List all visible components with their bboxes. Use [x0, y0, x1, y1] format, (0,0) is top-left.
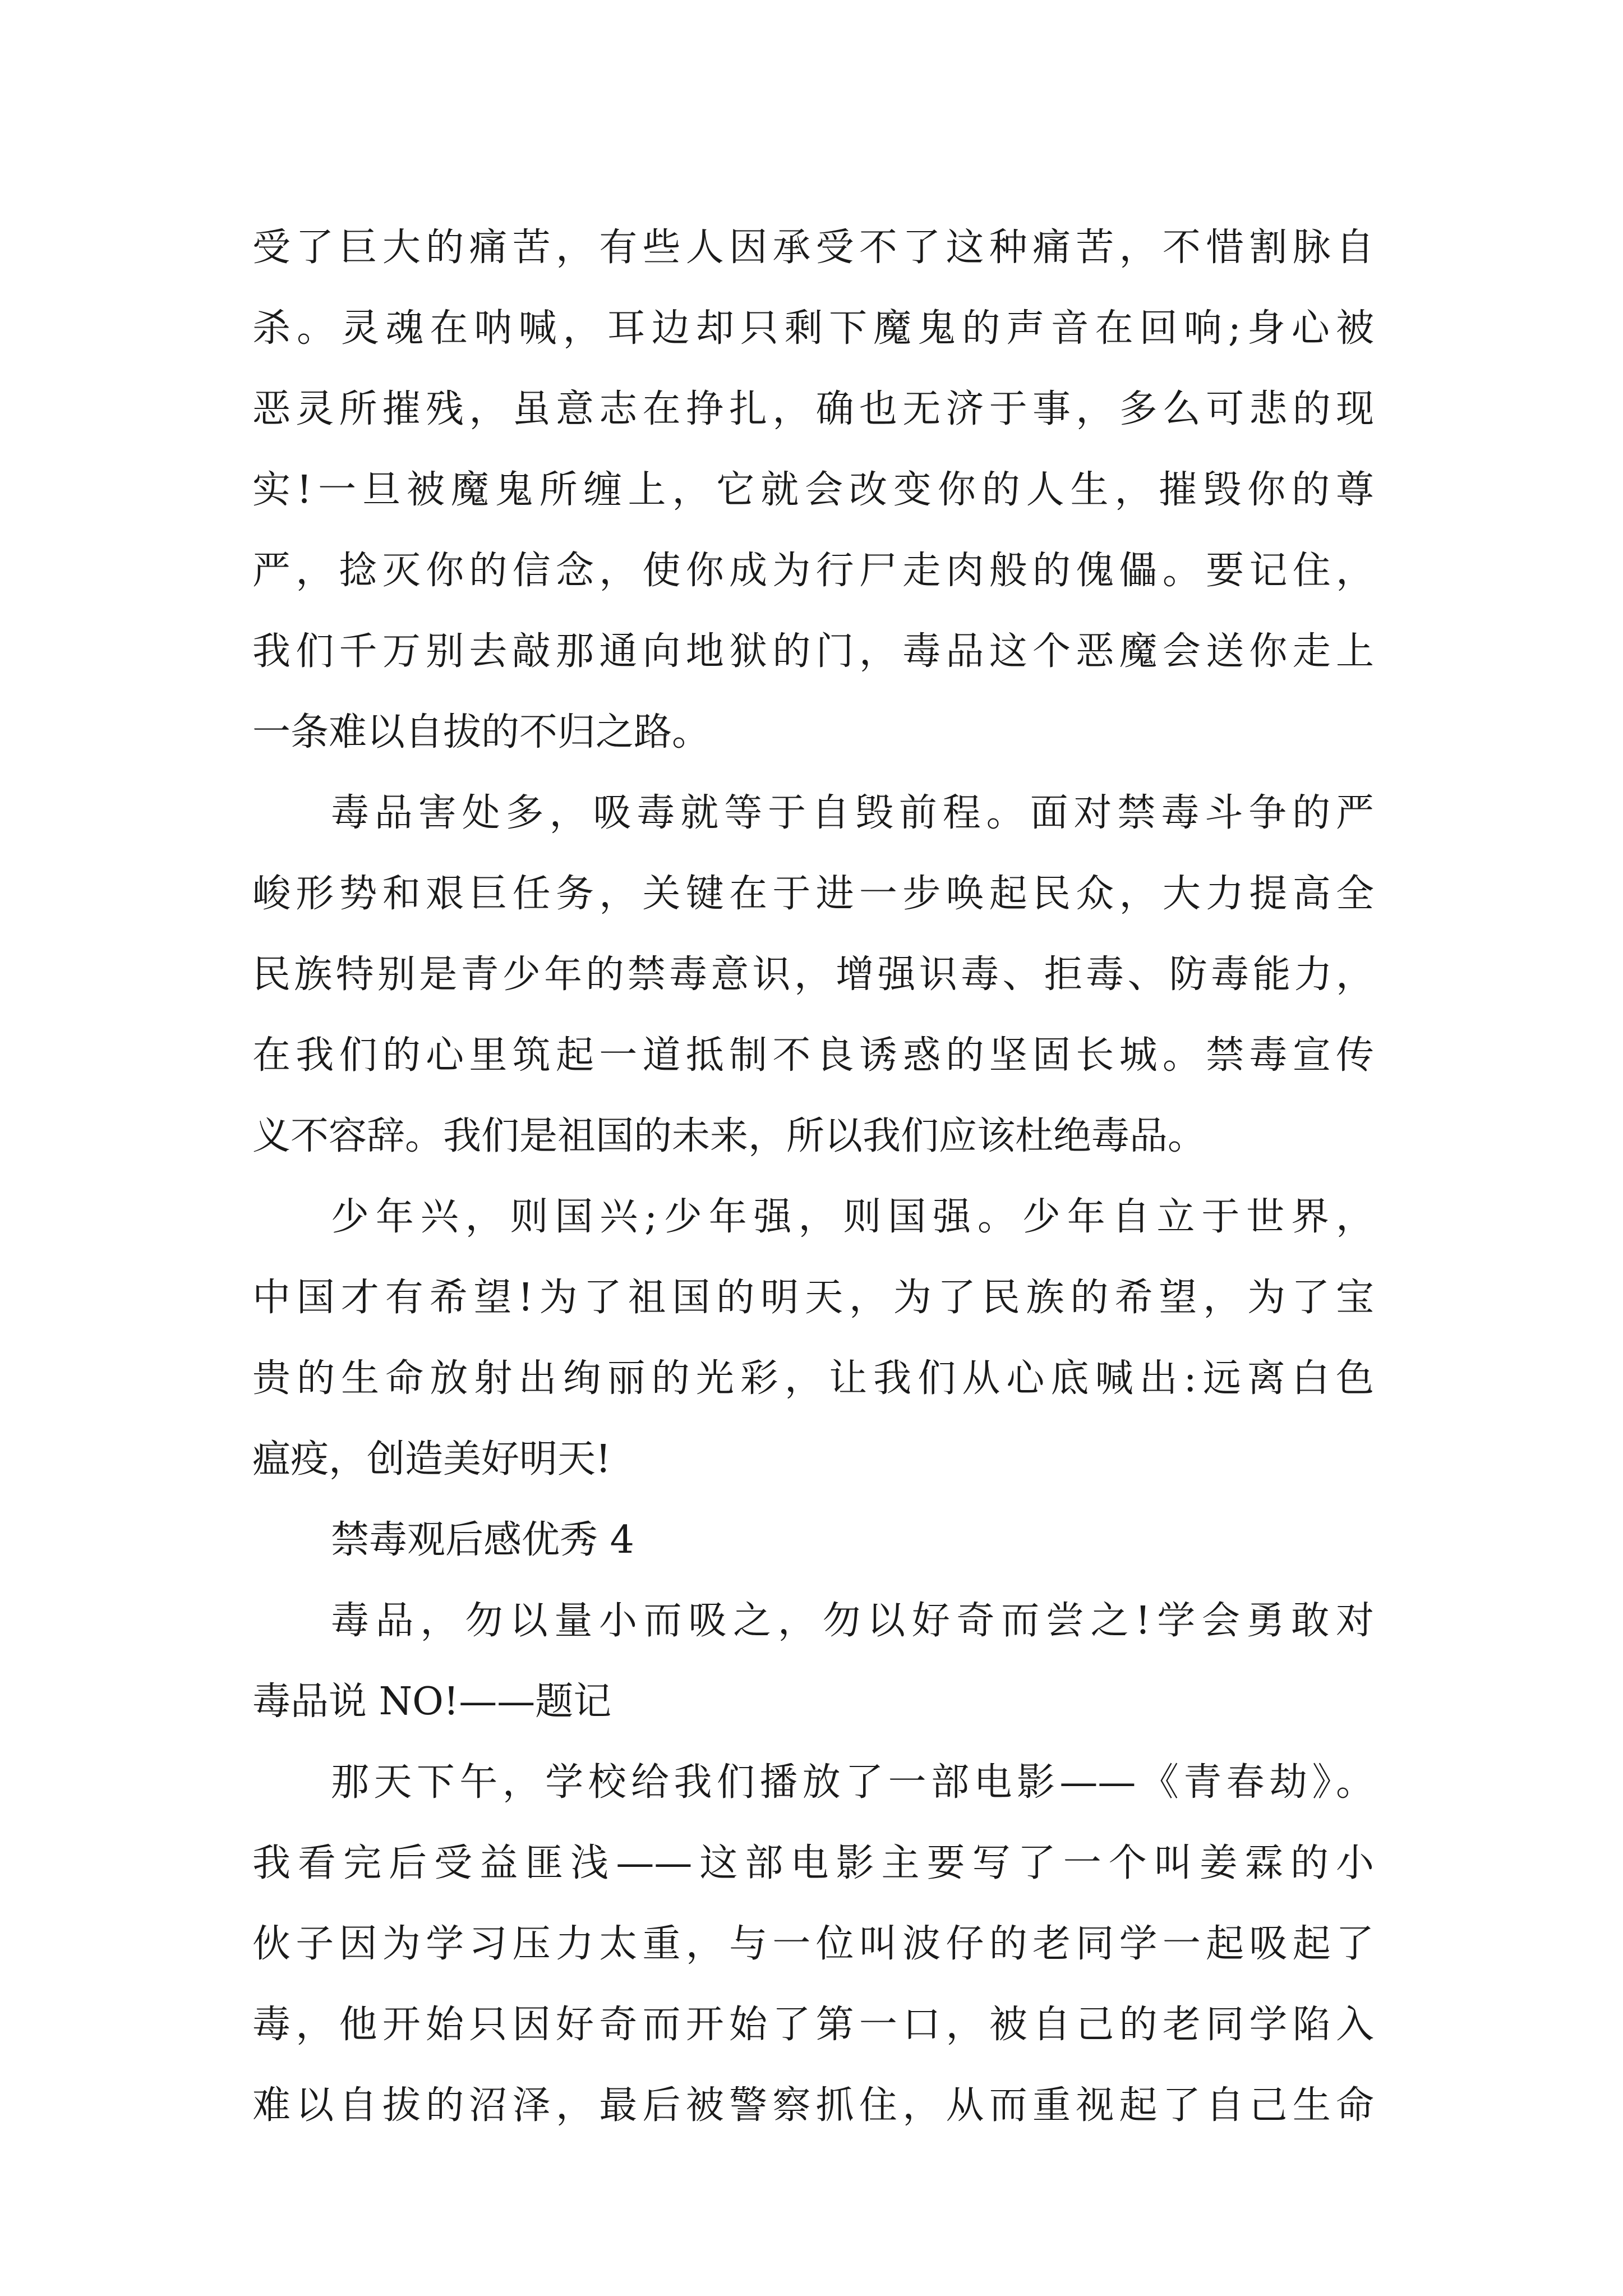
text-line: 受了巨大的痛苦，有些人因承受不了这种痛苦，不惜割脉自 [252, 226, 1374, 270]
text-line: 严，捻灭你的信念，使你成为行尸走肉般的傀儡。要记住， [252, 549, 1374, 593]
text-line: 一条难以自拔的不归之路。 [252, 710, 711, 754]
text-line: 民族特别是青少年的禁毒意识，增强识毒、拒毒、防毒能力， [252, 953, 1374, 997]
text-line: 峻形势和艰巨任务，关键在于进一步唤起民众，大力提高全 [252, 872, 1374, 916]
text-line: 实!一旦被魔鬼所缠上，它就会改变你的人生，摧毁你的尊 [252, 468, 1374, 512]
text-line: 杀。灵魂在呐喊，耳边却只剩下魔鬼的声音在回响;身心被 [252, 306, 1374, 351]
text-line: 义不容辞。我们是祖国的未来，所以我们应该杜绝毒品。 [252, 1114, 1206, 1158]
text-line: 我看完后受益匪浅——这部电影主要写了一个叫姜霖的小 [252, 1841, 1374, 1885]
text-line: 难以自拔的沼泽，最后被警察抓住，从而重视起了自己生命 [252, 2083, 1374, 2128]
text-line: 伙子因为学习压力太重，与一位叫波仔的老同学一起吸起了 [252, 1922, 1374, 1966]
text-line: 毒品说 NO!——题记 [252, 1680, 612, 1724]
text-line: 那天下午，学校给我们播放了一部电影——《青春劫》。 [331, 1760, 1374, 1805]
text-line: 恶灵所摧残，虽意志在挣扎，确也无济于事，多么可悲的现 [252, 387, 1374, 431]
text-line: 贵的生命放射出绚丽的光彩，让我们从心底喊出:远离白色 [252, 1356, 1374, 1401]
text-line: 毒，他开始只因好奇而开始了第一口，被自己的老同学陷入 [252, 2003, 1374, 2047]
text-line: 少年兴，则国兴;少年强，则国强。少年自立于世界， [331, 1195, 1374, 1239]
text-line: 中国才有希望!为了祖国的明天，为了民族的希望，为了宝 [252, 1276, 1374, 1320]
body-text [252, 208, 1374, 2146]
text-line: 在我们的心里筑起一道抵制不良诱惑的坚固长城。禁毒宣传 [252, 1033, 1374, 1078]
text-line: 毒品害处多，吸毒就等于自毁前程。面对禁毒斗争的严 [331, 791, 1374, 835]
text-line: 我们千万别去敲那通向地狱的门，毒品这个恶魔会送你走上 [252, 629, 1374, 674]
text-line: 禁毒观后感优秀 4 [331, 1518, 634, 1562]
text-line: 毒品，勿以量小而吸之，勿以好奇而尝之!学会勇敢对 [331, 1599, 1374, 1643]
text-line: 瘟疫，创造美好明天! [252, 1437, 611, 1481]
